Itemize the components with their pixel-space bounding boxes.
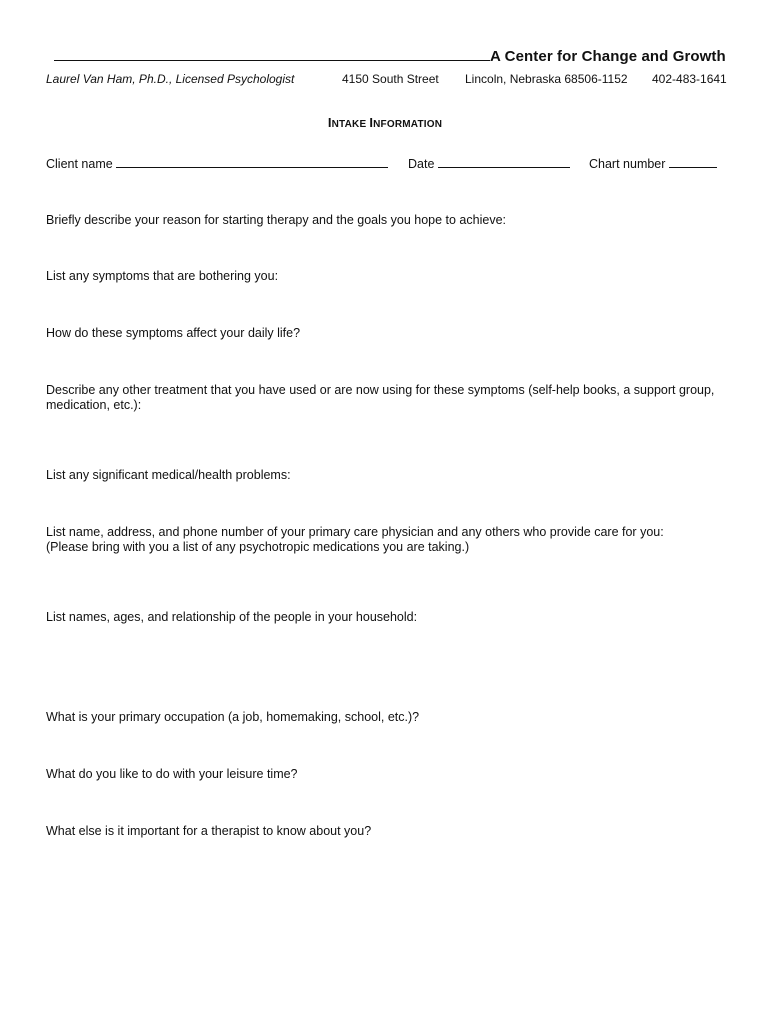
question-occupation: What is your primary occupation (a job, homemaking, school, etc.)? [46,710,420,724]
street-address: 4150 South Street [342,72,439,86]
question-other-treatment-line1: Describe any other treatment that you have used or are now using for these symptoms (self-help books, a support group, [46,383,715,397]
question-daily-life: How do these symptoms affect your daily life? [46,326,301,340]
date-label: Date [408,157,435,171]
date-field[interactable] [438,155,570,168]
practitioner-name: Laurel Van Ham, Ph.D., Licensed Psychologist [46,72,295,86]
question-household: List names, ages, and relationship of the people in your household: [46,610,418,624]
client-name-field[interactable] [116,155,388,168]
city-address: Lincoln, Nebraska 68506-1152 [465,72,628,86]
question-physician-line2: (Please bring with you a list of any psychotropic medications you are taking.) [46,540,470,554]
question-other-treatment-line2: medication, etc.): [46,398,142,412]
client-name-label: Client name [46,157,113,171]
letterhead-rule [54,46,490,61]
chart-number-field[interactable] [669,155,717,168]
question-reason: Briefly describe your reason for starting therapy and the goals you hope to achieve: [46,213,506,227]
chart-number-row [589,155,717,172]
org-name: A Center for Change and Growth [490,48,726,65]
question-important-info: What else is it important for a therapist to know about you? [46,824,372,838]
page-title: INTAKE INFORMATION [327,115,443,130]
client-name-row [46,155,388,172]
question-medical-problems: List any significant medical/health problems: [46,468,291,482]
phone-number: 402-483-1641 [652,72,727,86]
question-physician-line1: List name, address, and phone number of your primary care physician and any others who provide care for you: [46,525,664,539]
date-row [408,155,570,172]
question-symptoms: List any symptoms that are bothering you: [46,269,279,283]
question-leisure: What do you like to do with your leisure time? [46,767,298,781]
chart-number-label: Chart number [589,157,666,171]
letterhead-title [54,46,726,65]
